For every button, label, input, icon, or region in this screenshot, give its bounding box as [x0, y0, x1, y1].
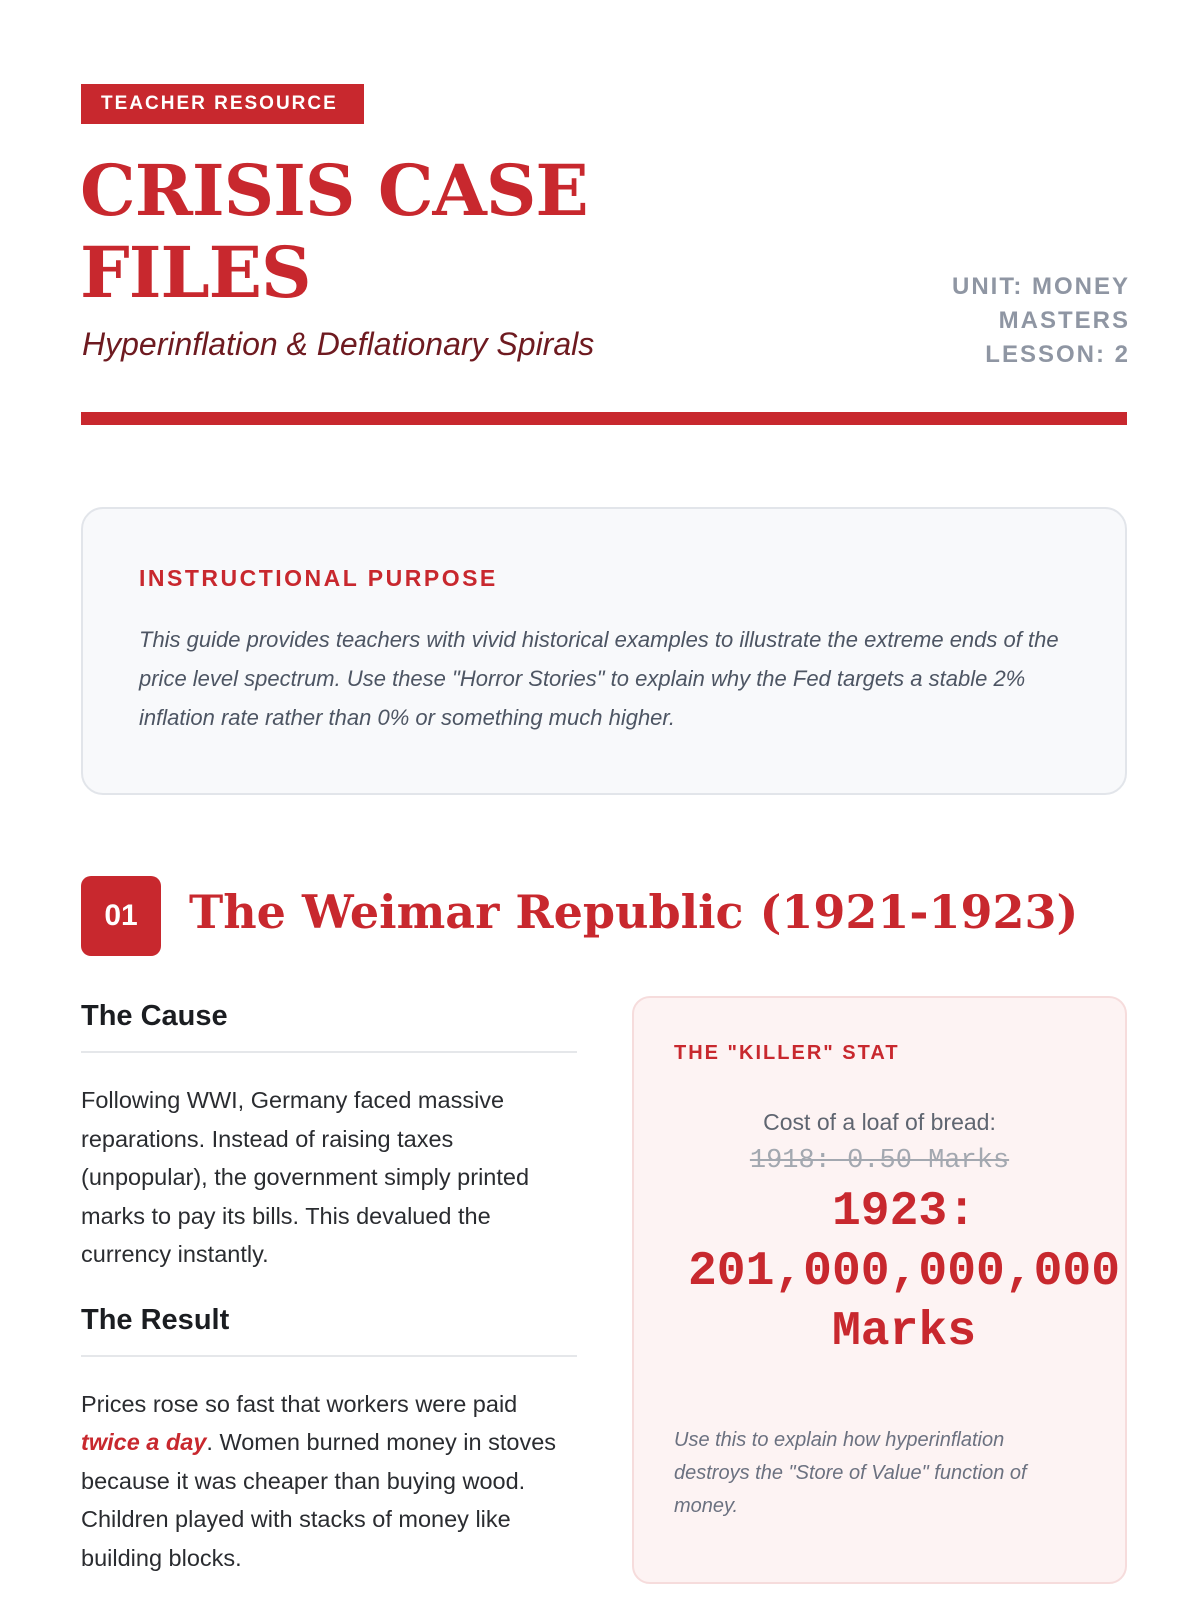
section-number-badge: 01 [81, 876, 161, 956]
section-title: The Weimar Republic (1921-1923) [189, 885, 1079, 939]
stat-new-unit: Marks [831, 1305, 977, 1359]
stat-new-amount: 201,000,000,000 [687, 1245, 1121, 1299]
stat-note: Use this to explain how hyperinflation destroys the "Store of Value" function of money. [674, 1429, 1027, 1517]
cause-text: Following WWI, Germany faced massive reparations. Instead of raising taxes (unpopular), the government simply printed marks to pay its bills. This devalued the currency instantly. [81, 1087, 530, 1267]
unit-lesson-meta [900, 270, 1130, 372]
stat-label: THE "KILLER" STAT [674, 1042, 900, 1064]
purpose-title: INSTRUCTIONAL PURPOSE [139, 565, 498, 591]
case-details-column [81, 1000, 577, 1577]
result-text-before: Prices rose so fast that workers were paid [81, 1390, 518, 1417]
stat-old-price: 1918: 0.50 Marks [749, 1146, 1010, 1176]
title-line-2: FILES [80, 231, 311, 314]
header-divider [81, 412, 1127, 425]
killer-stat-card [632, 996, 1127, 1584]
result-highlight: twice a day [81, 1429, 207, 1455]
cause-heading: The Cause [81, 1000, 577, 1053]
teacher-resource-badge: TEACHER RESOURCE [81, 84, 364, 124]
page-title [80, 150, 720, 314]
stat-caption: Cost of a loaf of bread: [763, 1109, 996, 1135]
meta-line-3: LESSON: 2 [985, 341, 1130, 368]
result-heading: The Result [81, 1304, 577, 1357]
result-text-after: . Women burned money in stoves because it was cheaper than buying wood. Children played with stacks of money like building blocks. [81, 1429, 557, 1571]
stat-new-year: 1923: [831, 1185, 977, 1239]
meta-line-2: MASTERS [998, 307, 1130, 334]
result-text [81, 1385, 577, 1578]
instructional-purpose-box [81, 507, 1127, 795]
title-line-1: CRISIS CASE [80, 149, 588, 232]
stat-new-price [674, 1182, 1134, 1362]
purpose-text: This guide provides teachers with vivid historical examples to illustrate the extreme ends of the price level spectrum. Use these "Horror Stories" to explain why the Fed targets a stable 2% inflation rate rather than 0% or something much higher. [139, 627, 1059, 730]
page-subtitle: Hyperinflation & Deflationary Spirals [82, 326, 595, 362]
meta-line-1: UNIT: MONEY [952, 273, 1130, 300]
